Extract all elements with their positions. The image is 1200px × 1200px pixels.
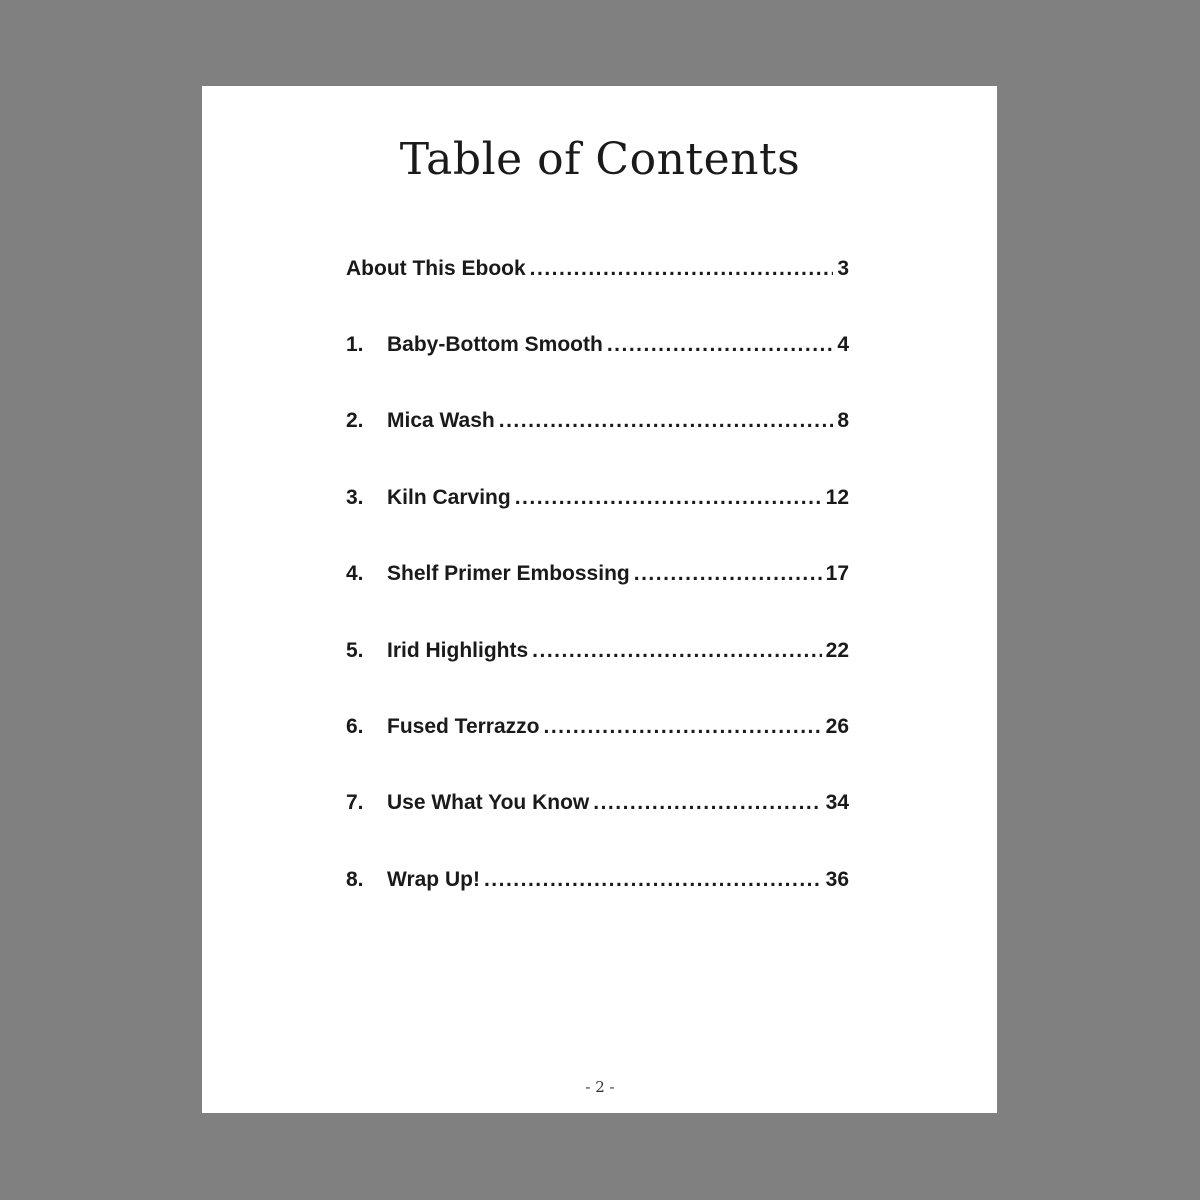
toc-entry-page-number: 22 [825, 639, 849, 662]
toc-entry-number: 4. [346, 562, 364, 585]
toc-entry-4[interactable] [346, 559, 849, 589]
toc-entry-number: 6. [346, 715, 364, 738]
toc-entry-8[interactable] [346, 865, 849, 895]
toc-entry-label: Shelf Primer Embossing [387, 562, 630, 585]
toc-dot-leader [530, 254, 834, 284]
toc-entry-label: Use What You Know [387, 791, 590, 814]
toc-dot-leader [593, 788, 821, 818]
toc-dot-leader [499, 406, 834, 436]
toc-entry-label: Irid Highlights [387, 639, 529, 662]
toc-dot-leader [515, 483, 822, 513]
toc-entry-label: Wrap Up! [387, 868, 480, 891]
toc-entry-about[interactable] [346, 254, 849, 284]
toc-entry-page-number: 17 [825, 562, 849, 585]
toc-entry-number: 8. [346, 868, 364, 891]
toc-entry-label: Baby-Bottom Smooth [387, 333, 603, 356]
toc-entry-3[interactable] [346, 483, 849, 513]
toc-entry-page-number: 26 [825, 715, 849, 738]
toc-entry-7[interactable] [346, 788, 849, 818]
toc-entry-6[interactable] [346, 712, 849, 742]
toc-entry-label: Mica Wash [387, 409, 495, 432]
toc-entry-page-number: 8 [837, 409, 849, 432]
toc-entry-2[interactable] [346, 406, 849, 436]
toc-dot-leader [634, 559, 822, 589]
document-page [202, 86, 997, 1113]
toc-dot-leader [543, 712, 821, 742]
toc-entry-number: 1. [346, 333, 364, 356]
toc-entry-number: 2. [346, 409, 364, 432]
toc-entry-5[interactable] [346, 636, 849, 666]
toc-entry-page-number: 12 [825, 486, 849, 509]
toc-entry-number: 7. [346, 791, 364, 814]
toc-entry-number: 5. [346, 639, 364, 662]
toc-entry-page-number: 4 [837, 333, 849, 356]
toc-entry-label: Kiln Carving [387, 486, 511, 509]
toc-entry-page-number: 3 [837, 257, 849, 280]
toc-entry-number: 3. [346, 486, 364, 509]
toc-entry-page-number: 36 [825, 868, 849, 891]
toc-dot-leader [607, 330, 833, 360]
page-number-footer: - 2 - [585, 1078, 615, 1096]
toc-dot-leader [484, 865, 822, 895]
toc-entry-1[interactable] [346, 330, 849, 360]
toc-dot-leader [532, 636, 821, 666]
toc-entry-label: Fused Terrazzo [387, 715, 540, 738]
toc-entry-page-number: 34 [825, 791, 849, 814]
page-title: Table of Contents [399, 134, 801, 185]
toc-entry-label: About This Ebook [346, 257, 526, 280]
